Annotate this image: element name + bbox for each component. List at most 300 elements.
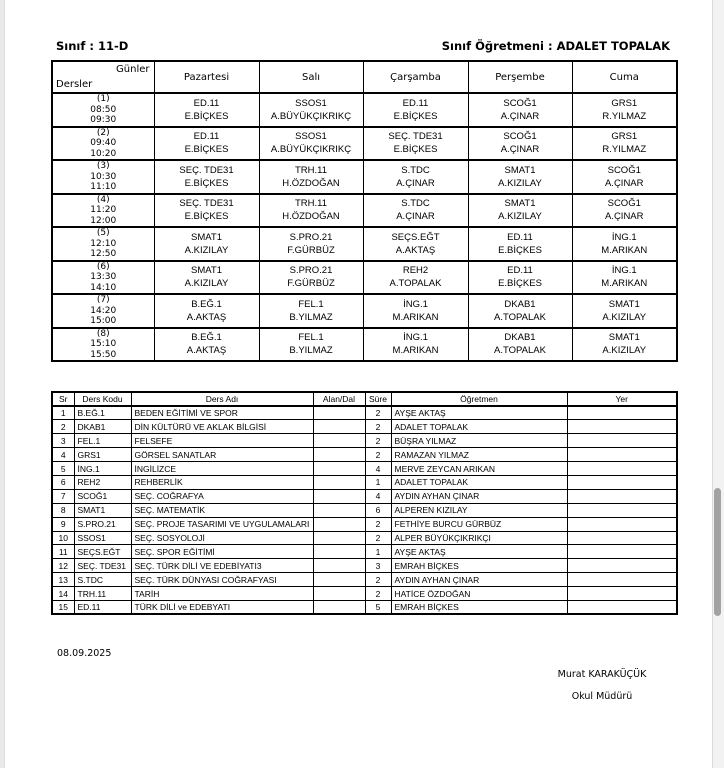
course-field (313, 406, 365, 420)
day-header-tuesday: Salı (259, 61, 363, 93)
col-header-ders-adi: Ders Adı (131, 392, 313, 406)
lesson-code: İNG.1 (611, 265, 637, 277)
timetable-lesson-cell (363, 160, 468, 194)
period-time-cell (52, 328, 154, 362)
course-row (52, 517, 677, 531)
course-teacher: AYŞE AKTAŞ (391, 545, 567, 559)
course-teacher: AYDIN AYHAN ÇINAR (391, 489, 567, 503)
timetable-lesson-cell (572, 227, 677, 261)
period-time-cell (52, 294, 154, 328)
course-field (313, 573, 365, 587)
period-number: (3) (96, 161, 110, 171)
lesson-code: SSOS1 (295, 97, 327, 109)
course-location (567, 517, 677, 531)
timetable-lesson-cell (154, 328, 259, 362)
course-code: S.PRO.21 (74, 517, 131, 531)
course-field (313, 531, 365, 545)
course-row (52, 545, 677, 559)
course-code: S.TDC (74, 573, 131, 587)
timetable-lesson-cell (154, 194, 259, 228)
course-teacher: AYDIN AYHAN ÇINAR (391, 573, 567, 587)
timetable-lesson-cell (154, 261, 259, 295)
timetable-period-row (52, 127, 677, 161)
course-code: DKAB1 (74, 420, 131, 434)
course-field (313, 475, 365, 489)
course-location (567, 545, 677, 559)
lesson-teacher: A.KIZILAY (498, 177, 542, 189)
period-number: (2) (96, 127, 110, 138)
timetable-period-row (52, 93, 677, 127)
lesson-teacher: M.ARIKAN (392, 311, 439, 323)
course-teacher: EMRAH BİÇKES (391, 559, 567, 573)
course-field (313, 503, 365, 517)
course-code: GRS1 (74, 448, 131, 462)
course-row (52, 462, 677, 476)
lesson-teacher: E.BİÇKES (184, 211, 229, 223)
lesson-code: ED.11 (507, 265, 533, 277)
lesson-teacher: A.KIZILAY (184, 278, 229, 290)
course-sr: 4 (52, 448, 74, 462)
course-sr: 14 (52, 587, 74, 601)
course-teacher: AYŞE AKTAŞ (391, 406, 567, 420)
period-time-cell (52, 227, 154, 261)
period-start-time: 11:20 (90, 205, 117, 215)
course-sr: 11 (52, 545, 74, 559)
lesson-teacher: A.ÇINAR (396, 177, 435, 189)
course-row (52, 573, 677, 587)
day-header-wednesday: Çarşamba (363, 61, 468, 93)
period-number: (1) (96, 94, 110, 104)
period-number: (5) (96, 228, 110, 238)
course-list-body (52, 406, 677, 614)
course-name: BEDEN EĞİTİMİ VE SPOR (131, 406, 313, 420)
lesson-teacher: A.BÜYÜKÇIKRIKÇ (270, 110, 352, 122)
lesson-teacher: A.ÇINAR (396, 211, 435, 223)
col-header-sr: Sr (52, 392, 74, 406)
timetable-lesson-cell (154, 127, 259, 161)
period-start-time: 14:20 (90, 305, 117, 316)
course-code: SCOĞ1 (74, 489, 131, 503)
course-name: FELSEFE (131, 434, 313, 448)
period-end-time: 15:00 (90, 316, 117, 326)
lesson-teacher: E.BİÇKES (498, 244, 542, 256)
course-sr: 3 (52, 434, 74, 448)
course-location (567, 420, 677, 434)
viewport-left-gutter (0, 0, 5, 768)
course-sr: 12 (52, 559, 74, 573)
course-row (52, 559, 677, 573)
lesson-teacher: R.YILMAZ (602, 144, 647, 156)
lesson-code: SCOĞ1 (607, 198, 641, 210)
timetable-lesson-cell (363, 227, 468, 261)
lesson-code: ED.11 (193, 97, 220, 109)
course-location (567, 489, 677, 503)
course-field (313, 517, 365, 531)
course-teacher: BÜŞRA YILMAZ (391, 434, 567, 448)
timetable-lesson-cell (468, 160, 572, 194)
timetable-lesson-cell (468, 93, 572, 127)
period-start-time: 09:40 (90, 138, 117, 148)
course-code: SSOS1 (74, 531, 131, 545)
lesson-code: SMAT1 (608, 332, 640, 344)
lesson-teacher: R.YILMAZ (602, 110, 647, 122)
course-teacher: MERVE ZEYCAN ARIKAN (391, 462, 567, 476)
course-code: SMAT1 (74, 503, 131, 517)
course-sr: 7 (52, 489, 74, 503)
lesson-teacher: H.ÖZDOĞAN (282, 211, 340, 223)
day-header-monday: Pazartesi (154, 61, 259, 93)
lesson-code: SEÇS.EĞT (391, 231, 440, 243)
timetable-lesson-cell (572, 261, 677, 295)
course-sr: 1 (52, 406, 74, 420)
period-number: (4) (96, 194, 110, 205)
lesson-code: SMAT1 (504, 198, 536, 210)
timetable-lesson-cell (468, 227, 572, 261)
course-code: İNG.1 (74, 462, 131, 476)
course-hours: 2 (365, 448, 391, 462)
lesson-teacher: A.KIZILAY (602, 311, 647, 323)
course-teacher: ALPEREN KIZILAY (391, 503, 567, 517)
period-number: (8) (96, 328, 110, 339)
course-location (567, 406, 677, 420)
lesson-code: ED.11 (507, 231, 533, 243)
course-sr: 15 (52, 600, 74, 614)
lesson-code: SCOĞ1 (503, 97, 537, 109)
course-name: SEÇ. COĞRAFYA (131, 489, 313, 503)
course-hours: 2 (365, 420, 391, 434)
lesson-teacher: H.ÖZDOĞAN (282, 177, 340, 189)
lesson-teacher: A.AKTAŞ (395, 244, 436, 256)
period-start-time: 08:50 (90, 104, 117, 115)
course-row (52, 420, 677, 434)
course-teacher: ADALET TOPALAK (391, 420, 567, 434)
course-sr: 9 (52, 517, 74, 531)
course-name: SEÇ. PROJE TASARIMI VE UYGULAMALARI (131, 517, 313, 531)
course-location (567, 448, 677, 462)
period-start-time: 10:30 (90, 171, 117, 182)
course-sr: 8 (52, 503, 74, 517)
timetable-lesson-cell (572, 328, 677, 362)
period-time-cell (52, 127, 154, 161)
lesson-code: SCOĞ1 (607, 164, 641, 176)
course-name: SEÇ. SPOR EĞİTİMİ (131, 545, 313, 559)
course-name: SEÇ. SOSYOLOJİ (131, 531, 313, 545)
timetable-lesson-cell (259, 127, 363, 161)
lesson-teacher: E.BİÇKES (393, 144, 438, 156)
lesson-teacher: A.ÇINAR (604, 211, 644, 223)
timetable-lesson-cell (363, 261, 468, 295)
lesson-code: FEL.1 (298, 332, 324, 344)
period-start-time: 15:10 (90, 339, 117, 349)
principal-name: Murat KARAKÜÇÜK (557, 669, 647, 680)
lesson-code: DKAB1 (504, 298, 536, 310)
lesson-teacher: M.ARIKAN (601, 244, 648, 256)
lesson-code: FEL.1 (298, 298, 324, 310)
timetable-period-row (52, 194, 677, 228)
lesson-code: İNG.1 (403, 332, 428, 344)
day-header-thursday: Perşembe (468, 61, 572, 93)
course-name: SEÇ. TÜRK DÜNYASI COĞRAFYASI (131, 573, 313, 587)
lesson-teacher: E.BİÇKES (393, 110, 438, 122)
lesson-code: SMAT1 (191, 231, 222, 243)
lesson-teacher: M.ARIKAN (601, 278, 648, 290)
course-code: B.EĞ.1 (74, 406, 131, 420)
timetable-lesson-cell (363, 328, 468, 362)
timetable-period-row (52, 328, 677, 362)
course-field (313, 600, 365, 614)
lesson-code: S.TDC (401, 164, 430, 176)
period-number: (6) (96, 261, 110, 272)
course-hours: 2 (365, 434, 391, 448)
period-end-time: 14:10 (90, 282, 117, 293)
timetable-lesson-cell (572, 93, 677, 127)
course-code: FEL.1 (74, 434, 131, 448)
course-hours: 5 (365, 600, 391, 614)
lesson-code: DKAB1 (504, 332, 536, 344)
period-start-time: 12:10 (90, 238, 117, 249)
course-location (567, 559, 677, 573)
course-name: İNGİLİZCE (131, 462, 313, 476)
lesson-code: SEÇ. TDE31 (179, 198, 234, 210)
lesson-teacher: A.KIZILAY (184, 244, 229, 256)
course-location (567, 600, 677, 614)
col-header-sure: Süre (365, 392, 391, 406)
timetable-lesson-cell (259, 328, 363, 362)
course-field (313, 420, 365, 434)
course-sr: 10 (52, 531, 74, 545)
lesson-code: S.TDC (401, 198, 430, 210)
lesson-teacher: F.GÜRBÜZ (287, 278, 335, 290)
course-row (52, 475, 677, 489)
lesson-teacher: E.BİÇKES (184, 144, 229, 156)
col-header-ogretmen: Öğretmen (391, 392, 567, 406)
period-number: (7) (96, 295, 110, 305)
timetable-lesson-cell (468, 328, 572, 362)
course-field (313, 545, 365, 559)
course-location (567, 475, 677, 489)
course-code: TRH.11 (74, 587, 131, 601)
course-list-table (51, 391, 678, 615)
course-hours: 2 (365, 406, 391, 420)
timetable-lesson-cell (259, 261, 363, 295)
course-row (52, 531, 677, 545)
col-header-alan-dal: Alan/Dal (313, 392, 365, 406)
vertical-scrollbar-thumb[interactable] (714, 488, 721, 616)
course-field (313, 559, 365, 573)
corner-lessons-label: Dersler (56, 79, 93, 90)
course-location (567, 573, 677, 587)
course-teacher: FETHİYE BURCU GÜRBÜZ (391, 517, 567, 531)
course-field (313, 587, 365, 601)
lesson-code: GRS1 (611, 97, 638, 109)
course-code: ED.11 (74, 600, 131, 614)
course-hours: 4 (365, 489, 391, 503)
col-header-yer: Yer (567, 392, 677, 406)
lesson-code: B.EĞ.1 (191, 298, 222, 310)
lesson-teacher: B.YILMAZ (289, 311, 333, 323)
course-hours: 2 (365, 573, 391, 587)
course-location (567, 531, 677, 545)
lesson-code: SEÇ. TDE31 (388, 131, 443, 143)
timetable (51, 60, 678, 362)
lesson-teacher: A.ÇINAR (500, 144, 540, 156)
course-sr: 5 (52, 462, 74, 476)
period-time-cell (52, 160, 154, 194)
course-teacher: ADALET TOPALAK (391, 475, 567, 489)
timetable-lesson-cell (572, 294, 677, 328)
timetable-lesson-cell (468, 127, 572, 161)
timetable-lesson-cell (154, 294, 259, 328)
timetable-header-row (52, 61, 677, 93)
period-end-time: 12:00 (90, 215, 117, 226)
class-title: Sınıf : 11-D (56, 39, 129, 53)
lesson-teacher: M.ARIKAN (392, 345, 439, 357)
course-hours: 1 (365, 545, 391, 559)
timetable-period-row (52, 227, 677, 261)
timetable-lesson-cell (259, 194, 363, 228)
period-start-time: 13:30 (90, 272, 117, 282)
course-row (52, 406, 677, 420)
lesson-code: B.EĞ.1 (191, 332, 222, 344)
course-field (313, 434, 365, 448)
timetable-lesson-cell (363, 194, 468, 228)
lesson-teacher: A.KIZILAY (498, 211, 542, 223)
class-teacher-title: Sınıf Öğretmeni : ADALET TOPALAK (441, 39, 670, 53)
vertical-scrollbar-track[interactable] (712, 0, 724, 768)
course-location (567, 587, 677, 601)
course-teacher: EMRAH BİÇKES (391, 600, 567, 614)
timetable-period-row (52, 160, 677, 194)
course-hours: 2 (365, 531, 391, 545)
course-name: SEÇ. TÜRK DİLİ VE EDEBİYATI3 (131, 559, 313, 573)
course-name: TARİH (131, 587, 313, 601)
course-sr: 6 (52, 475, 74, 489)
lesson-code: S.PRO.21 (289, 265, 333, 277)
period-end-time: 09:30 (90, 115, 117, 125)
course-row (52, 503, 677, 517)
lesson-teacher: E.BİÇKES (498, 278, 542, 290)
report-date: 08.09.2025 (57, 648, 112, 659)
course-hours: 6 (365, 503, 391, 517)
lesson-code: SSOS1 (295, 131, 327, 143)
course-row (52, 448, 677, 462)
timetable-lesson-cell (259, 93, 363, 127)
lesson-code: S.PRO.21 (289, 231, 333, 243)
course-teacher: HATİCE ÖZDOĞAN (391, 587, 567, 601)
period-time-cell (52, 93, 154, 127)
lesson-teacher: A.AKTAŞ (186, 311, 227, 323)
course-hours: 1 (365, 475, 391, 489)
lesson-teacher: F.GÜRBÜZ (287, 244, 335, 256)
lesson-teacher: B.YILMAZ (289, 345, 333, 357)
course-name: SEÇ. MATEMATİK (131, 503, 313, 517)
lesson-code: SMAT1 (608, 298, 640, 310)
course-row (52, 489, 677, 503)
course-field (313, 462, 365, 476)
lesson-code: İNG.1 (403, 298, 428, 310)
period-end-time: 15:50 (90, 349, 117, 360)
lesson-code: SMAT1 (504, 164, 536, 176)
lesson-code: ED.11 (193, 131, 220, 143)
lesson-code: REH2 (402, 265, 429, 277)
period-end-time: 10:20 (90, 148, 117, 159)
lesson-teacher: E.BİÇKES (184, 110, 229, 122)
timetable-period-row (52, 294, 677, 328)
principal-title: Okul Müdürü (571, 691, 633, 702)
lesson-code: SCOĞ1 (503, 131, 537, 143)
course-row (52, 434, 677, 448)
period-end-time: 12:50 (90, 249, 117, 259)
lesson-teacher: A.TOPALAK (389, 278, 442, 290)
timetable-lesson-cell (363, 294, 468, 328)
period-end-time: 11:10 (90, 182, 117, 192)
period-time-cell (52, 261, 154, 295)
timetable-lesson-cell (259, 160, 363, 194)
corner-days-label: Günler (116, 64, 150, 75)
timetable-corner-cell (52, 61, 154, 93)
timetable-lesson-cell (468, 294, 572, 328)
lesson-teacher: A.ÇINAR (604, 177, 644, 189)
course-location (567, 503, 677, 517)
course-teacher: RAMAZAN YILMAZ (391, 448, 567, 462)
course-hours: 4 (365, 462, 391, 476)
lesson-teacher: E.BİÇKES (184, 177, 229, 189)
lesson-code: TRH.11 (294, 198, 328, 210)
lesson-code: ED.11 (402, 97, 429, 109)
col-header-ders-kodu: Ders Kodu (74, 392, 131, 406)
timetable-lesson-cell (259, 294, 363, 328)
course-name: REHBERLİK (131, 475, 313, 489)
course-teacher: ALPER BÜYÜKÇIKRIKÇI (391, 531, 567, 545)
course-name: DİN KÜLTÜRÜ VE AKLAK BİLGİSİ (131, 420, 313, 434)
lesson-code: TRH.11 (294, 164, 328, 176)
timetable-period-row (52, 261, 677, 295)
lesson-code: İNG.1 (611, 231, 637, 243)
timetable-lesson-cell (363, 127, 468, 161)
course-hours: 2 (365, 587, 391, 601)
course-code: SEÇ. TDE31 (74, 559, 131, 573)
course-row (52, 587, 677, 601)
lesson-code: SEÇ. TDE31 (179, 164, 234, 176)
timetable-lesson-cell (259, 227, 363, 261)
course-name: TÜRK DİLİ ve EDEBYATI (131, 600, 313, 614)
timetable-lesson-cell (572, 194, 677, 228)
timetable-lesson-cell (572, 160, 677, 194)
lesson-code: SMAT1 (191, 265, 222, 277)
lesson-teacher: A.AKTAŞ (186, 345, 227, 357)
timetable-lesson-cell (363, 93, 468, 127)
course-location (567, 434, 677, 448)
course-list-header-row (52, 392, 677, 406)
lesson-teacher: A.BÜYÜKÇIKRIKÇ (270, 144, 352, 156)
course-sr: 2 (52, 420, 74, 434)
timetable-lesson-cell (154, 93, 259, 127)
timetable-lesson-cell (468, 261, 572, 295)
lesson-teacher: A.ÇINAR (500, 110, 540, 122)
course-field (313, 489, 365, 503)
timetable-lesson-cell (154, 227, 259, 261)
course-hours: 3 (365, 559, 391, 573)
timetable-lesson-cell (154, 160, 259, 194)
course-row (52, 600, 677, 614)
timetable-lesson-cell (572, 127, 677, 161)
course-location (567, 462, 677, 476)
lesson-code: GRS1 (611, 131, 638, 143)
lesson-teacher: A.TOPALAK (494, 311, 546, 323)
course-name: GÖRSEL SANATLAR (131, 448, 313, 462)
course-hours: 2 (365, 517, 391, 531)
lesson-teacher: A.KIZILAY (602, 345, 647, 357)
